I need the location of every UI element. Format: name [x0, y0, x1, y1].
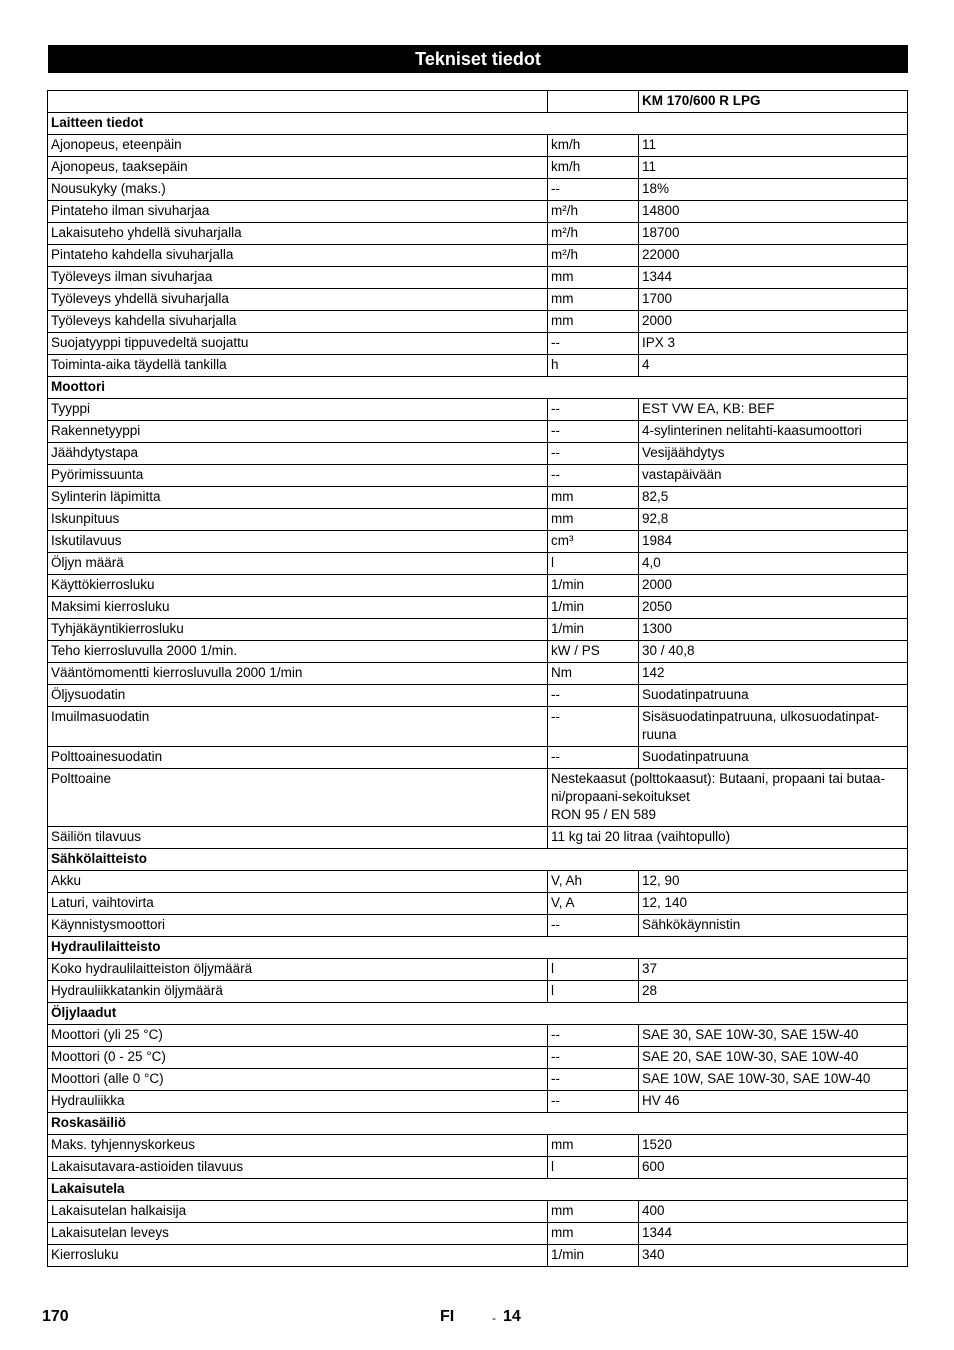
row-label: Nousukyky (maks.)	[48, 179, 548, 201]
row-label: Käynnistysmoottori	[48, 915, 548, 937]
section-row	[48, 1003, 908, 1025]
row-label: Pintateho kahdella sivuharjalla	[48, 245, 548, 267]
row-value: 12, 140	[639, 893, 908, 915]
table-row	[48, 157, 908, 179]
language-code: FI	[440, 1308, 455, 1325]
row-unit: 1/min	[548, 619, 639, 641]
table-row	[48, 487, 908, 509]
row-unit: mm	[548, 311, 639, 333]
row-label: Moottori (yli 25 °C)	[48, 1025, 548, 1047]
row-unit: mm	[548, 509, 639, 531]
section-page-number: 14	[503, 1308, 521, 1325]
table-row	[48, 179, 908, 201]
row-unit: V, A	[548, 893, 639, 915]
row-value: SAE 10W, SAE 10W-30, SAE 10W-40	[639, 1069, 908, 1091]
row-unit: l	[548, 553, 639, 575]
row-label: Iskunpituus	[48, 509, 548, 531]
page-title: Tekniset tiedot	[48, 45, 908, 73]
row-label: Käyttökierrosluku	[48, 575, 548, 597]
table-row	[48, 915, 908, 937]
row-value: 2050	[639, 597, 908, 619]
section-row	[48, 1113, 908, 1135]
row-label: Tyhjäkäyntikierrosluku	[48, 619, 548, 641]
row-value: 18700	[639, 223, 908, 245]
row-label: Kierrosluku	[48, 1245, 548, 1267]
row-label: Lakaisutavara-astioiden tilavuus	[48, 1157, 548, 1179]
row-unit: cm³	[548, 531, 639, 553]
row-value: 14800	[639, 201, 908, 223]
section-heading: Sähkölaitteisto	[48, 849, 908, 871]
row-label: Koko hydraulilaitteiston öljymäärä	[48, 959, 548, 981]
header-cell-label	[48, 91, 548, 113]
row-label: Iskutilavuus	[48, 531, 548, 553]
row-unit: --	[548, 465, 639, 487]
row-label: Työleveys yhdellä sivuharjalla	[48, 289, 548, 311]
table-row	[48, 747, 908, 769]
row-label: Tyyppi	[48, 399, 548, 421]
row-unit: --	[548, 1047, 639, 1069]
table-row	[48, 223, 908, 245]
row-unit: m²/h	[548, 223, 639, 245]
table-row	[48, 981, 908, 1003]
table-row	[48, 245, 908, 267]
row-unit: Nm	[548, 663, 639, 685]
row-label: Pintateho ilman sivuharjaa	[48, 201, 548, 223]
section-heading: Laitteen tiedot	[48, 113, 908, 135]
row-merged-value: Nestekaasut (polttokaasut): Butaani, propaani tai butaa- ni/propaani-sekoitukset RON 95 / EN 589	[548, 769, 908, 827]
row-value: 340	[639, 1245, 908, 1267]
row-label: Työleveys kahdella sivuharjalla	[48, 311, 548, 333]
table-row	[48, 465, 908, 487]
row-merged-value: 11 kg tai 20 litraa (vaihtopullo)	[548, 827, 908, 849]
row-unit: V, Ah	[548, 871, 639, 893]
spec-table	[47, 90, 908, 1267]
row-unit: mm	[548, 289, 639, 311]
row-value: 92,8	[639, 509, 908, 531]
row-unit: --	[548, 179, 639, 201]
table-row	[48, 619, 908, 641]
row-unit: --	[548, 707, 639, 747]
table-row	[48, 1091, 908, 1113]
table-row	[48, 1157, 908, 1179]
row-label: Työleveys ilman sivuharjaa	[48, 267, 548, 289]
row-label: Sylinterin läpimitta	[48, 487, 548, 509]
row-unit: m²/h	[548, 245, 639, 267]
row-unit: m²/h	[548, 201, 639, 223]
header-cell-model: KM 170/600 R LPG	[639, 91, 908, 113]
row-unit: 1/min	[548, 1245, 639, 1267]
table-row	[48, 663, 908, 685]
row-label: Moottori (alle 0 °C)	[48, 1069, 548, 1091]
row-unit: --	[548, 1069, 639, 1091]
section-heading: Roskasäiliö	[48, 1113, 908, 1135]
row-label: Pyörimissuunta	[48, 465, 548, 487]
row-unit: mm	[548, 1223, 639, 1245]
row-value: 2000	[639, 311, 908, 333]
section-heading: Lakaisutela	[48, 1179, 908, 1201]
row-label: Polttoaine	[48, 769, 548, 827]
table-row	[48, 421, 908, 443]
row-label: Laturi, vaihtovirta	[48, 893, 548, 915]
row-value: 4	[639, 355, 908, 377]
table-row	[48, 1069, 908, 1091]
row-value: SAE 20, SAE 10W-30, SAE 10W-40	[639, 1047, 908, 1069]
page-number: 170	[42, 1308, 69, 1325]
table-row	[48, 871, 908, 893]
section-heading: Moottori	[48, 377, 908, 399]
row-value: 600	[639, 1157, 908, 1179]
row-value: 11	[639, 157, 908, 179]
table-row	[48, 399, 908, 421]
section-row	[48, 113, 908, 135]
row-value: 2000	[639, 575, 908, 597]
row-value: 12, 90	[639, 871, 908, 893]
row-unit: kW / PS	[548, 641, 639, 663]
row-label: Suojatyyppi tippuvedeltä suojattu	[48, 333, 548, 355]
row-unit: --	[548, 1091, 639, 1113]
row-label: Hydrauliikka	[48, 1091, 548, 1113]
row-label: Akku	[48, 871, 548, 893]
row-value: 37	[639, 959, 908, 981]
table-row	[48, 827, 908, 849]
row-value: 1344	[639, 267, 908, 289]
row-label: Lakaisutelan leveys	[48, 1223, 548, 1245]
table-row	[48, 267, 908, 289]
row-label: Jäähdytystapa	[48, 443, 548, 465]
table-row	[48, 443, 908, 465]
section-row	[48, 937, 908, 959]
row-label: Lakaisutelan halkaisija	[48, 1201, 548, 1223]
row-value: 28	[639, 981, 908, 1003]
row-value: HV 46	[639, 1091, 908, 1113]
row-label: Säiliön tilavuus	[48, 827, 548, 849]
row-value: 82,5	[639, 487, 908, 509]
row-unit: --	[548, 421, 639, 443]
row-value: 1344	[639, 1223, 908, 1245]
table-row	[48, 1201, 908, 1223]
row-value: SAE 30, SAE 10W-30, SAE 15W-40	[639, 1025, 908, 1047]
table-row	[48, 311, 908, 333]
page-dash: -	[492, 1311, 496, 1325]
row-unit: mm	[548, 267, 639, 289]
table-header-row	[48, 91, 908, 113]
row-unit: --	[548, 399, 639, 421]
table-row	[48, 769, 908, 827]
row-label: Öljysuodatin	[48, 685, 548, 707]
row-value: 1984	[639, 531, 908, 553]
row-unit: mm	[548, 1201, 639, 1223]
row-value: 4-sylinterinen nelitahti-kaasumoottori	[639, 421, 908, 443]
row-value: 400	[639, 1201, 908, 1223]
row-value: Sähkökäynnistin	[639, 915, 908, 937]
row-label: Maks. tyhjennyskorkeus	[48, 1135, 548, 1157]
row-value: vastapäivään	[639, 465, 908, 487]
row-label: Rakennetyyppi	[48, 421, 548, 443]
row-value: EST VW EA, KB: BEF	[639, 399, 908, 421]
row-value: Suodatinpatruuna	[639, 685, 908, 707]
section-row	[48, 1179, 908, 1201]
row-label: Moottori (0 - 25 °C)	[48, 1047, 548, 1069]
table-row	[48, 509, 908, 531]
row-label: Ajonopeus, eteenpäin	[48, 135, 548, 157]
section-heading: Hydraulilaitteisto	[48, 937, 908, 959]
row-unit: l	[548, 959, 639, 981]
row-unit: --	[548, 915, 639, 937]
table-row	[48, 1025, 908, 1047]
row-unit: l	[548, 1157, 639, 1179]
table-row	[48, 1135, 908, 1157]
row-unit: mm	[548, 1135, 639, 1157]
table-row	[48, 641, 908, 663]
table-row	[48, 893, 908, 915]
row-unit: mm	[548, 487, 639, 509]
section-row	[48, 377, 908, 399]
table-row	[48, 201, 908, 223]
row-value: 18%	[639, 179, 908, 201]
table-row	[48, 553, 908, 575]
row-label: Toiminta-aika täydellä tankilla	[48, 355, 548, 377]
table-row	[48, 1047, 908, 1069]
table-row	[48, 685, 908, 707]
row-label: Hydrauliikkatankin öljymäärä	[48, 981, 548, 1003]
row-value: 1520	[639, 1135, 908, 1157]
row-unit: --	[548, 1025, 639, 1047]
row-value: Suodatinpatruuna	[639, 747, 908, 769]
row-unit: km/h	[548, 157, 639, 179]
row-unit: --	[548, 747, 639, 769]
row-value: 4,0	[639, 553, 908, 575]
row-label: Lakaisuteho yhdellä sivuharjalla	[48, 223, 548, 245]
row-unit: 1/min	[548, 575, 639, 597]
row-label: Polttoainesuodatin	[48, 747, 548, 769]
table-row	[48, 1245, 908, 1267]
row-value: IPX 3	[639, 333, 908, 355]
table-row	[48, 959, 908, 981]
section-row	[48, 849, 908, 871]
row-unit: --	[548, 333, 639, 355]
row-value: 1700	[639, 289, 908, 311]
table-row	[48, 531, 908, 553]
header-cell-unit	[548, 91, 639, 113]
row-value: Sisäsuodatinpatruuna, ulkosuodatinpat- ruuna	[639, 707, 908, 747]
row-value: 1300	[639, 619, 908, 641]
row-unit: l	[548, 981, 639, 1003]
row-unit: 1/min	[548, 597, 639, 619]
row-label: Imuilmasuodatin	[48, 707, 548, 747]
table-row	[48, 575, 908, 597]
row-label: Öljyn määrä	[48, 553, 548, 575]
table-row	[48, 289, 908, 311]
row-value: 142	[639, 663, 908, 685]
row-value: Vesijäähdytys	[639, 443, 908, 465]
row-value: 30 / 40,8	[639, 641, 908, 663]
table-row	[48, 597, 908, 619]
row-unit: --	[548, 443, 639, 465]
row-value: 11	[639, 135, 908, 157]
row-unit: --	[548, 685, 639, 707]
row-label: Maksimi kierrosluku	[48, 597, 548, 619]
table-row	[48, 707, 908, 747]
row-unit: km/h	[548, 135, 639, 157]
row-label: Teho kierrosluvulla 2000 1/min.	[48, 641, 548, 663]
table-row	[48, 135, 908, 157]
section-heading: Öljylaadut	[48, 1003, 908, 1025]
row-unit: h	[548, 355, 639, 377]
row-label: Ajonopeus, taaksepäin	[48, 157, 548, 179]
table-row	[48, 1223, 908, 1245]
table-row	[48, 355, 908, 377]
table-row	[48, 333, 908, 355]
row-value: 22000	[639, 245, 908, 267]
row-label: Vääntömomentti kierrosluvulla 2000 1/min	[48, 663, 548, 685]
